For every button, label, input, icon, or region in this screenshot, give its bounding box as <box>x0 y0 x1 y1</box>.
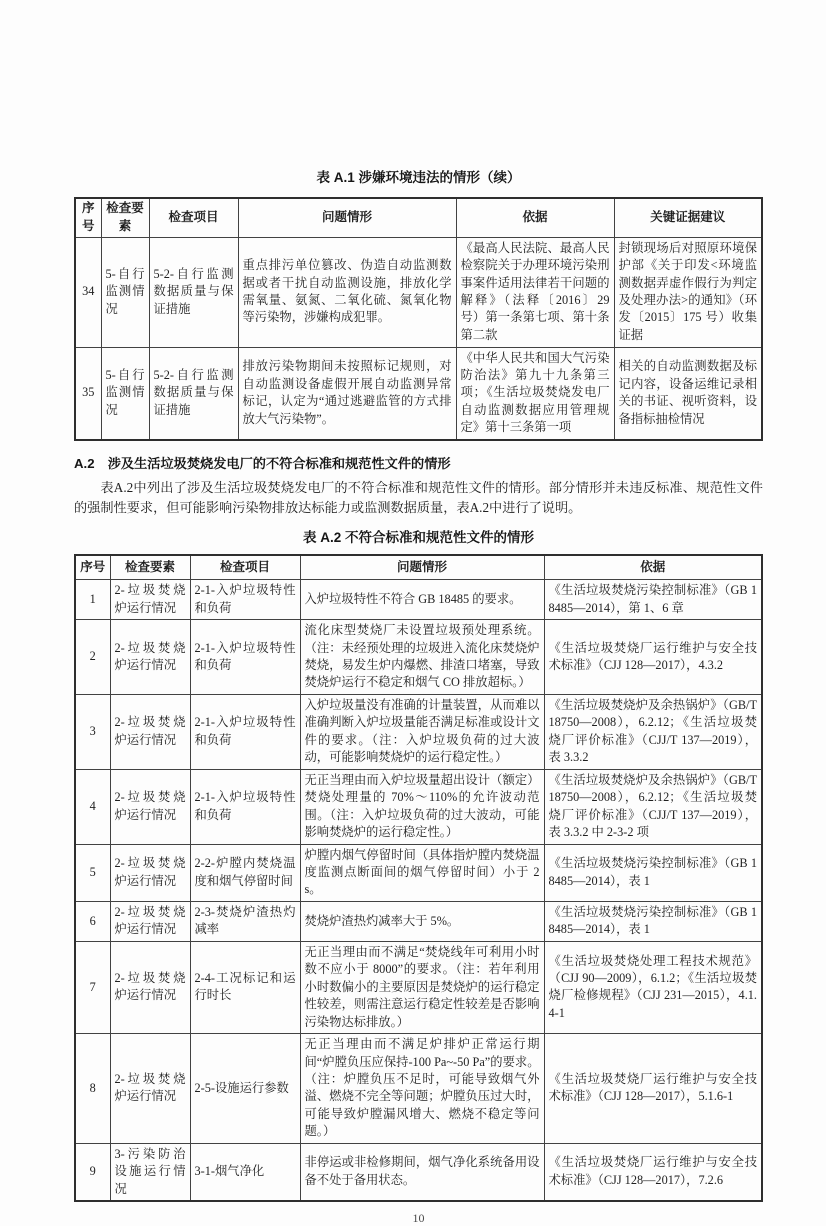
cell-item: 2-2-炉膛内焚烧温度和烟气停留时间 <box>190 844 300 901</box>
cell-item: 2-1-入炉垃圾特性和负荷 <box>190 769 300 844</box>
table-a2 <box>74 554 763 1202</box>
cell-problem: 入炉垃圾特性不符合 GB 18485 的要求。 <box>300 580 544 620</box>
table-a1 <box>74 197 763 441</box>
cell-basis: 《生活垃圾焚烧污染控制标准》（GB 18485—2014），表 1 <box>544 901 762 941</box>
col-header-element: 检查要素 <box>101 198 149 237</box>
cell-element: 2-垃圾焚烧炉运行情况 <box>110 694 190 769</box>
table-a2-header-row <box>75 555 762 580</box>
cell-no: 6 <box>75 901 110 941</box>
table-row <box>75 844 762 901</box>
col-header-problem: 问题情形 <box>238 198 456 237</box>
cell-basis: 《生活垃圾焚烧污染控制标准》（GB 18485—2014），表 1 <box>544 844 762 901</box>
table-row <box>75 620 762 695</box>
col-header-item: 检查项目 <box>190 555 300 580</box>
col-header-no: 序号 <box>75 555 110 580</box>
col-header-no: 序号 <box>75 198 101 237</box>
table-row <box>75 237 762 347</box>
cell-problem: 炉膛内烟气停留时间（具体指炉膛内焚烧温度监测点断面间的烟气停留时间）小于 2 s。 <box>300 844 544 901</box>
col-header-basis: 依据 <box>544 555 762 580</box>
table-a2-title: 表 A.2 不符合标准和规范性文件的情形 <box>302 529 534 545</box>
cell-basis: 《最高人民法院、最高人民检察院关于办理环境污染刑事案件适用法律若干问题的解释》（法释〔2016〕29 号）第一条第七项、第十条第二款 <box>456 237 614 347</box>
cell-item: 2-1-入炉垃圾特性和负荷 <box>190 580 300 620</box>
cell-problem: 流化床型焚烧厂未设置垃圾预处理系统。（注：未经预处理的垃圾进入流化床焚烧炉焚烧，易发生炉内爆燃、排渣口堵塞，导致焚烧炉运行不稳定和烟气 CO 排放超标。） <box>300 620 544 695</box>
page-number: 10 <box>412 1211 425 1226</box>
cell-problem: 无正当理由而不满足炉排炉正常运行期间“炉膛负压应保持-100 Pa~-50 Pa”的要求。（注：炉膛负压不足时，可能导致烟气外溢、燃烧不完全等问题；炉膛负压过大时，可能导致炉膛漏风增大、燃烧不稳定等问题。） <box>300 1034 544 1144</box>
cell-evidence: 封锁现场后对照原环境保护部《关于印发<环境监测数据弄虚作假行为判定及处理办法>的通知》（环发〔2015〕175 号）收集证据 <box>614 237 762 347</box>
cell-element: 5-自行监测情况 <box>101 237 149 347</box>
table-row <box>75 580 762 620</box>
cell-item: 2-5-设施运行参数 <box>190 1034 300 1144</box>
cell-item: 2-3-焚烧炉渣热灼减率 <box>190 901 300 941</box>
cell-basis: 《生活垃圾焚烧厂运行维护与安全技术标准》（CJJ 128—2017），7.2.6 <box>544 1143 762 1201</box>
cell-no: 5 <box>75 844 110 901</box>
cell-element: 2-垃圾焚烧炉运行情况 <box>110 580 190 620</box>
cell-basis: 《生活垃圾焚烧炉及余热锅炉》（GB/T 18750—2008），6.2.12；《生活垃圾焚烧厂评价标准》（CJJ/T 137—2019），表 3.3.2 <box>544 694 762 769</box>
cell-element: 2-垃圾焚烧炉运行情况 <box>110 769 190 844</box>
cell-problem: 焚烧炉渣热灼减率大于 5%。 <box>300 901 544 941</box>
cell-problem: 非停运或非检修期间，烟气净化系统备用设备不处于备用状态。 <box>300 1143 544 1201</box>
cell-no: 8 <box>75 1034 110 1144</box>
cell-no: 7 <box>75 941 110 1033</box>
cell-basis: 《生活垃圾焚烧厂运行维护与安全技术标准》（CJJ 128—2017），5.1.6-1 <box>544 1034 762 1144</box>
cell-no: 34 <box>75 237 101 347</box>
cell-evidence: 相关的自动监测数据及标记内容，设备运维记录相关的书证、视听资料，设备指标抽检情况 <box>614 347 762 440</box>
cell-no: 9 <box>75 1143 110 1201</box>
cell-basis: 《生活垃圾焚烧处理工程技术规范》（CJJ 90—2009），6.1.2；《生活垃圾焚烧厂检修规程》（CJJ 231—2015），4.1.4-1 <box>544 941 762 1033</box>
cell-item: 5-2-自行监测数据质量与保证措施 <box>149 347 238 440</box>
cell-no: 1 <box>75 580 110 620</box>
col-header-element: 检查要素 <box>110 555 190 580</box>
table-a1-header-row <box>75 198 762 237</box>
cell-element: 5-自行监测情况 <box>101 347 149 440</box>
cell-basis: 《生活垃圾焚烧厂运行维护与安全技术标准》（CJJ 128—2017），4.3.2 <box>544 620 762 695</box>
cell-basis: 《中华人民共和国大气污染防治法》第九十九条第三项；《生活垃圾焚烧发电厂自动监测数据应用管理规定》第十三条第一项 <box>456 347 614 440</box>
cell-element: 2-垃圾焚烧炉运行情况 <box>110 844 190 901</box>
table-row <box>75 1143 762 1201</box>
table-row <box>75 769 762 844</box>
col-header-evidence: 关键证据建议 <box>614 198 762 237</box>
section-a2-heading: A.2 涉及生活垃圾焚烧发电厂的不符合标准和规范性文件的情形 <box>74 455 451 471</box>
cell-no: 3 <box>75 694 110 769</box>
table-row <box>75 347 762 440</box>
table-a1-title: 表 A.1 涉嫌环境违法的情形（续） <box>316 170 521 185</box>
cell-element: 2-垃圾焚烧炉运行情况 <box>110 901 190 941</box>
cell-item: 2-1-入炉垃圾特性和负荷 <box>190 620 300 695</box>
table-row <box>75 694 762 769</box>
cell-element: 3-污染防治设施运行情况 <box>110 1143 190 1201</box>
table-row <box>75 941 762 1033</box>
table-a1-body <box>75 237 762 440</box>
table-a2-body <box>75 580 762 1201</box>
cell-no: 35 <box>75 347 101 440</box>
cell-item: 2-4-工况标记和运行时长 <box>190 941 300 1033</box>
cell-no: 4 <box>75 769 110 844</box>
cell-problem: 无正当理由而入炉垃圾量超出设计（额定）焚烧处理量的 70%～110%的允许波动范围。（注：入炉垃圾负荷的过大波动，可能影响焚烧炉的运行稳定性。） <box>300 769 544 844</box>
table-row <box>75 1034 762 1144</box>
cell-item: 5-2-自行监测数据质量与保证措施 <box>149 237 238 347</box>
col-header-item: 检查项目 <box>149 198 238 237</box>
col-header-basis: 依据 <box>456 198 614 237</box>
cell-problem: 排放污染物期间未按照标记规则，对自动监测设备虚假开展自动监测异常标记，认定为“通过逃避监管的方式排放大气污染物”。 <box>238 347 456 440</box>
cell-element: 2-垃圾焚烧炉运行情况 <box>110 1034 190 1144</box>
page-content <box>74 0 763 1226</box>
cell-problem: 入炉垃圾量没有准确的计量装置，从而难以准确判断入炉垃圾量能否满足标准或设计文件的要求。（注：入炉垃圾负荷的过大波动，可能影响焚烧炉的运行稳定性。） <box>300 694 544 769</box>
cell-no: 2 <box>75 620 110 695</box>
cell-element: 2-垃圾焚烧炉运行情况 <box>110 941 190 1033</box>
cell-item: 3-1-烟气净化 <box>190 1143 300 1201</box>
cell-problem: 重点排污单位篡改、伪造自动监测数据或者干扰自动监测设施，排放化学需氧量、氨氮、二氧化硫、氮氧化物等污染物，涉嫌构成犯罪。 <box>238 237 456 347</box>
cell-basis: 《生活垃圾焚烧炉及余热锅炉》（GB/T 18750—2008），6.2.12；《生活垃圾焚烧厂评价标准》（CJJ/T 137—2019），表 3.3.2 中 2-3-2 项 <box>544 769 762 844</box>
cell-item: 2-1-入炉垃圾特性和负荷 <box>190 694 300 769</box>
cell-problem: 无正当理由而不满足“焚烧线年可利用小时数不应小于 8000”的要求。（注：若年利用小时数偏小的主要原因是焚烧炉的运行稳定性较差，则需注意运行稳定性较差是否影响污染物达标排放。） <box>300 941 544 1033</box>
col-header-problem: 问题情形 <box>300 555 544 580</box>
section-a2-intro: 表A.2中列出了涉及生活垃圾焚烧发电厂的不符合标准和规范性文件的情形。部分情形并未违反标准、规范性文件的强制性要求，但可能影响污染物排放达标能力或监测数据质量，表A.2中进行了说明。 <box>74 479 763 516</box>
cell-element: 2-垃圾焚烧炉运行情况 <box>110 620 190 695</box>
table-row <box>75 901 762 941</box>
cell-basis: 《生活垃圾焚烧污染控制标准》（GB 18485—2014），第 1、6 章 <box>544 580 762 620</box>
